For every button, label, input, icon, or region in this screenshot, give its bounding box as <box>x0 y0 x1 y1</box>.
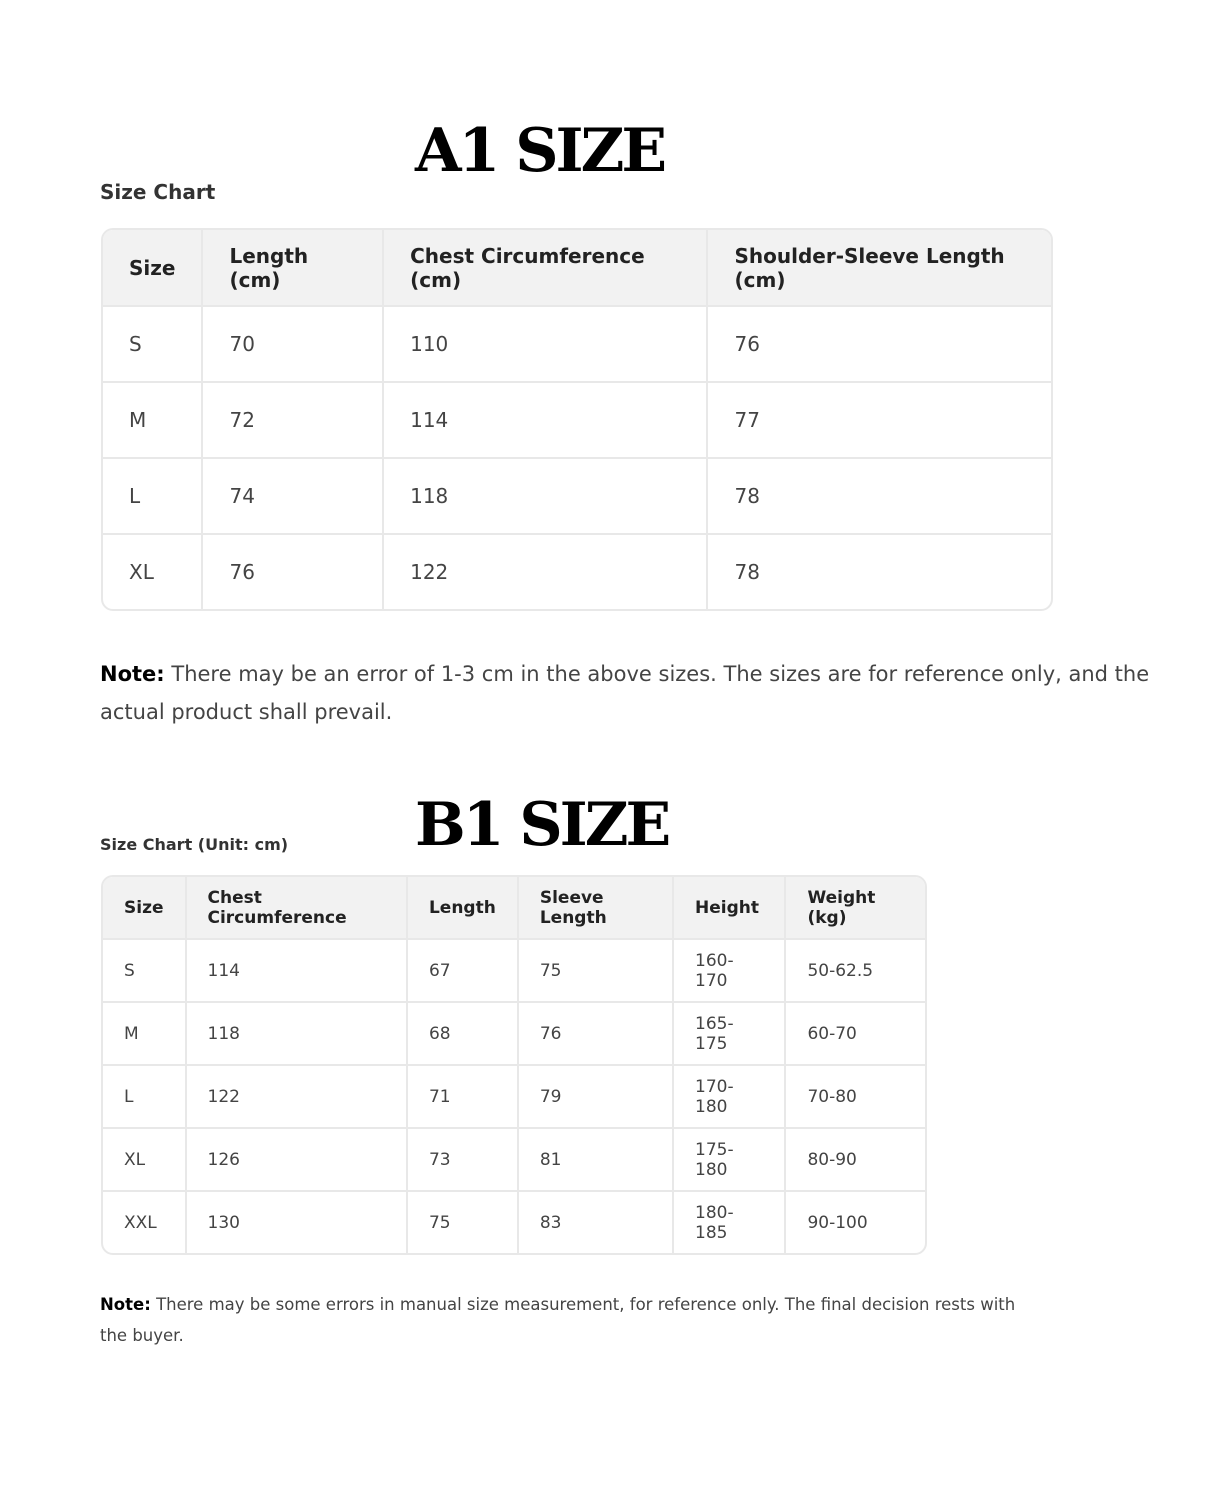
column-header: Size <box>103 230 203 307</box>
b1-size-title: B1 SIZE <box>415 790 669 860</box>
table-row <box>103 307 1051 383</box>
table-cell: 74 <box>203 459 384 535</box>
table-cell: 77 <box>708 383 1051 459</box>
table-cell: 80-90 <box>786 1129 925 1192</box>
note-label: Note: <box>100 662 165 686</box>
table-cell: L <box>103 459 203 535</box>
table-cell: M <box>103 1003 187 1066</box>
table-cell: 79 <box>519 1066 674 1129</box>
column-header: Sleeve Length <box>519 877 674 940</box>
table-cell: 76 <box>203 535 384 609</box>
b1-size-chart-label: Size Chart (Unit: cm) <box>100 835 289 854</box>
table-cell: L <box>103 1066 187 1129</box>
table-row <box>103 383 1051 459</box>
a1-size-table <box>101 228 1053 611</box>
table-cell: 90-100 <box>807 1212 868 1233</box>
column-header: Height <box>674 877 786 940</box>
table-cell: 68 <box>408 1003 519 1066</box>
table-row <box>103 1003 925 1066</box>
table-cell: 60-70 <box>786 1003 925 1066</box>
table-cell: 122 <box>187 1066 408 1129</box>
column-header: Length (cm) <box>203 230 384 307</box>
table-cell: XL <box>103 1129 187 1192</box>
table-row <box>103 940 925 1003</box>
table-cell: 110 <box>384 307 708 383</box>
table-cell: 114 <box>384 383 708 459</box>
table-cell: 83 <box>519 1192 674 1253</box>
table-cell: 130 <box>187 1192 408 1253</box>
a1-note <box>100 655 1180 731</box>
a1-size-title: A1 SIZE <box>415 116 665 186</box>
table-cell: 72 <box>203 383 384 459</box>
table-cell: 165-175 <box>674 1003 786 1066</box>
table-row <box>103 1192 925 1253</box>
table-cell: 160-170 <box>674 940 786 1003</box>
table-cell: 71 <box>408 1066 519 1129</box>
table-cell: 76 <box>519 1003 674 1066</box>
table-cell: 175-180 <box>674 1129 786 1192</box>
header-row <box>103 230 1051 307</box>
table-cell: 122 <box>384 535 708 609</box>
table-cell: 70 <box>203 307 384 383</box>
table-row <box>103 1066 925 1129</box>
table-cell: 76 <box>708 307 1051 383</box>
table-row <box>103 535 1051 609</box>
column-header: Weight (kg) <box>786 877 925 940</box>
header-row <box>103 877 925 940</box>
table-row <box>103 1129 925 1192</box>
note-text: There may be some errors in manual size measurement, for reference only. The final decision rests with the buyer. <box>100 1295 1016 1345</box>
table-cell: 81 <box>519 1129 674 1192</box>
a1-size-chart-label: Size Chart <box>100 180 216 204</box>
column-header: Chest Circumference (cm) <box>384 230 708 307</box>
table-cell: 170-180 <box>674 1066 786 1129</box>
b1-size-table <box>101 875 927 1255</box>
table-cell: XL <box>103 535 203 609</box>
table-cell: S <box>103 307 203 383</box>
table-cell: 126 <box>187 1129 408 1192</box>
table-cell: XXL <box>103 1192 187 1253</box>
table-cell: 78 <box>734 560 760 584</box>
column-header: Size <box>103 877 187 940</box>
b1-note <box>100 1289 1030 1351</box>
table-cell: 75 <box>408 1192 519 1253</box>
note-text: There may be an error of 1-3 cm in the above sizes. The sizes are for reference only, and the actual product shall prevail. <box>100 662 1150 724</box>
table-cell: 70-80 <box>786 1066 925 1129</box>
table-cell: 180-185 <box>674 1192 786 1253</box>
table-row <box>103 459 1051 535</box>
table-cell: 73 <box>408 1129 519 1192</box>
note-label: Note: <box>100 1295 151 1314</box>
column-header: Shoulder-Sleeve Length (cm) <box>708 230 1051 307</box>
table-cell: 118 <box>384 459 708 535</box>
table-cell: 50-62.5 <box>786 940 925 1003</box>
table-cell: 114 <box>187 940 408 1003</box>
table-cell: M <box>103 383 203 459</box>
table-cell: 118 <box>187 1003 408 1066</box>
table-cell: S <box>103 940 187 1003</box>
column-header: Chest Circumference <box>187 877 408 940</box>
column-header: Length <box>408 877 519 940</box>
table-cell: 75 <box>519 940 674 1003</box>
table-cell: 78 <box>708 459 1051 535</box>
table-cell: 67 <box>408 940 519 1003</box>
